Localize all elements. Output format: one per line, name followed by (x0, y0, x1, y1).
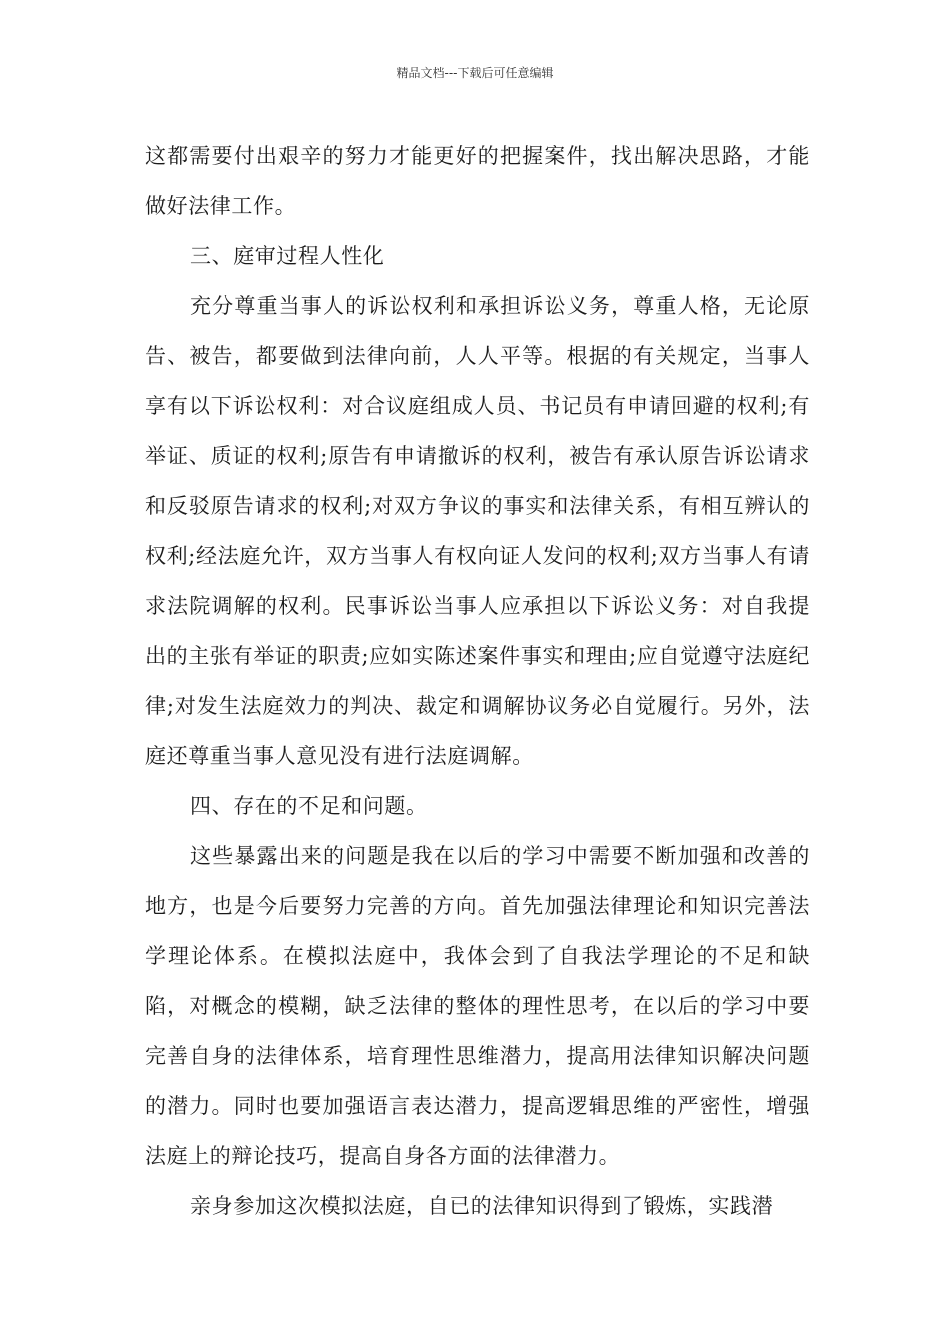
page-header: 精品文档---下载后可任意编辑 (396, 66, 554, 80)
paragraph-continuation: 这都需要付出艰辛的努力才能更好的把握案件，找出解决思路，才能做好法律工作。 (145, 144, 810, 218)
paragraph-rights-obligations: 充分尊重当事人的诉讼权利和承担诉讼义务，尊重人格，无论原告、被告，都要做到法律向前，人人平等。根据的有关规定，当事人享有以下诉讼权利：对合议庭组成人员、书记员有申请回避的权利;有举证、质证的权利;原告有申请撤诉的权利，被告有承认原告诉讼请求和反驳原告请求的权利;对双方争议的事实和法律关系，有相互辨认的权利;经法庭允许，双方当事人有权向证人发问的权利;双方当事人有请求法院调解的权利。民事诉讼当事人应承担以下诉讼义务：对自我提出的主张有举证的职责;应如实陈述案件事实和理由;应自觉遵守法庭纪律;对发生法庭效力的判决、裁定和调解协议务必自觉履行。另外，法庭还尊重当事人意见没有进行法庭调解。 (145, 294, 810, 768)
paragraph-closing: 亲身参加这次模拟法庭，自已的法律知识得到了锻炼，实践潜 (190, 1194, 774, 1218)
document-body (145, 131, 810, 1231)
section-heading-4: 四、存在的不足和问题。 (190, 794, 428, 818)
section-heading-3: 三、庭审过程人性化 (190, 244, 385, 268)
paragraph-shortcomings: 这些暴露出来的问题是我在以后的学习中需要不断加强和改善的地方，也是今后要努力完善的方向。首先加强法律理论和知识完善法学理论体系。在模拟法庭中，我体会到了自我法学理论的不足和缺陷，对概念的模糊，缺乏法律的整体的理性思考，在以后的学习中要完善自身的法律体系，培育理性思维潜力，提高用法律知识解决问题的潜力。同时也要加强语言表达潜力，提高逻辑思维的严密性，增强法庭上的辩论技巧，提高自身各方面的法律潜力。 (145, 844, 810, 1168)
